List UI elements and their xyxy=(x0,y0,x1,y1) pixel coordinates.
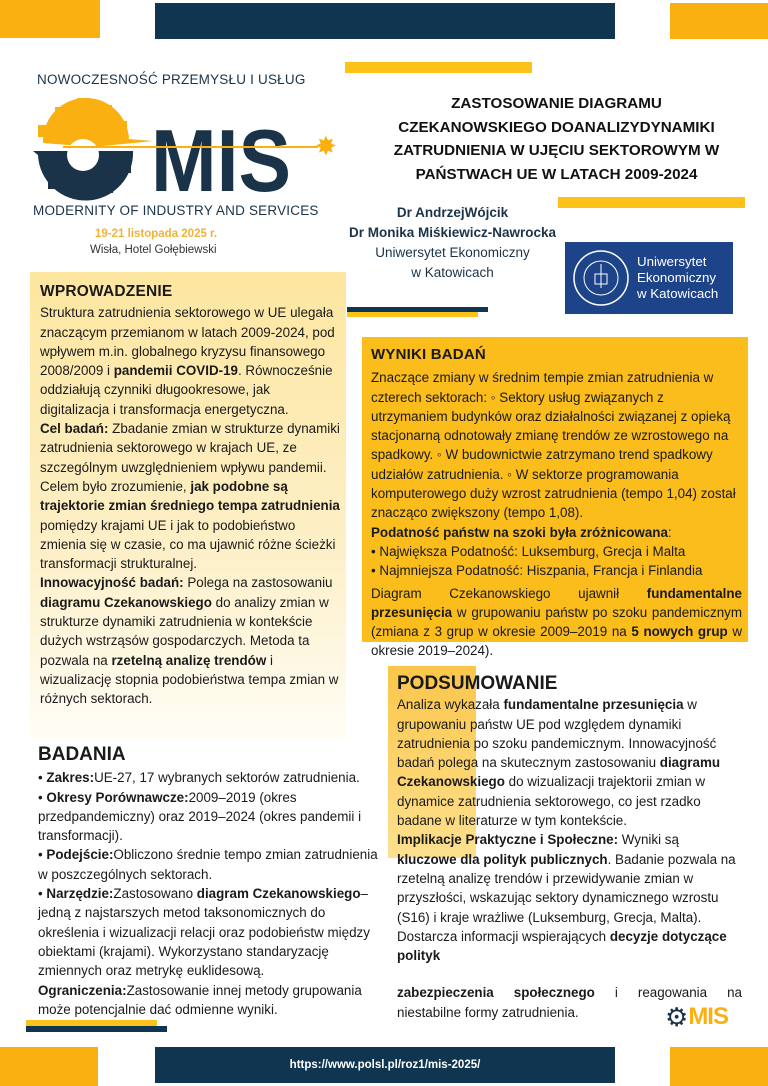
text: 5 nowych grup xyxy=(631,624,728,640)
text: w grupowaniu państw UE pod względem dynamiki zatrudnienia po szoku pandemicznym. Innowacyjność badań polega na skutecznym zastosowaniu xyxy=(397,697,717,771)
author: Dr Monika Miśkiewicz-Nawrocka xyxy=(348,225,557,240)
text: do wizualizacji trajektorii zmian w dynamice zatrudnienia sektorowego, co jest rzadko badane w literaturze w tym kontekście. xyxy=(397,774,706,829)
label: Ograniczenia: xyxy=(38,982,127,998)
label: Implikacje Praktyczne i Społeczne: xyxy=(397,832,619,848)
text: Polega na zastosowaniu xyxy=(183,575,333,591)
summary-paragraph xyxy=(397,695,742,830)
text: w grupowaniu państw po szoku pandemicznym (zmiana z 3 grup w okresie 2009–2019 na xyxy=(371,604,742,640)
text: : xyxy=(667,524,672,540)
text: i reagowania na niestabilne formy zatrudnienia. xyxy=(397,985,743,1020)
corner-block xyxy=(0,0,100,38)
text: pandemii COVID-19 xyxy=(113,363,238,379)
text: decyzje dotyczące polityk xyxy=(397,928,727,964)
university-seal-icon xyxy=(571,248,631,308)
results-paragraph: Znaczące zmiany w średnim tempie zmian zatrudnienia w czterech sektorach: ◦ Sektory usług związanych z utrzymaniem budynków oraz działalności związanej z opieką stacjonarną odnotowały zmianę trendów ze wzrostowego na spadkowy. ◦ W budownictwie zatrzymano trend spadkowy udziałów zatrudnienia. ◦ W sektorze programowania komputerowego duży wzrost zatrudnienia (tempo 1,04) został znacząco zwiększony (tempo 1,08). xyxy=(371,370,736,521)
university-logo xyxy=(565,242,733,314)
gear-icon: ⚙ xyxy=(665,1002,689,1032)
text: Podatność państw na szoki była zróżnicowana xyxy=(371,524,668,540)
results-bullet: • Największa Podatność: Luksemburg, Grecja i Malta xyxy=(371,543,686,559)
text: 2009–2019 (okres przedpandemiczny) oraz 2019–2024 (okres pandemii i transformacji). xyxy=(38,789,362,844)
conference-place: Wisła, Hotel Gołębiewski xyxy=(90,244,217,256)
text: Struktura zatrudnienia sektorowego w UE ulegała znaczącym przemianom w latach 2009-2024, pod wpływem m.in. globalnego kryzysu finansowego 2008/2009 i xyxy=(40,305,335,379)
results-bullet: • Najmniejsza Podatność: Hiszpania, Francja i Finlandia xyxy=(371,563,703,579)
mis-mark: MIS xyxy=(688,1003,728,1030)
conference-name-en: MODERNITY OF INDUSTRY AND SERVICES xyxy=(33,203,319,218)
intro-heading: WPROWADZENIE xyxy=(40,283,173,300)
poster-title xyxy=(345,92,768,186)
text: fundamentalne przesunięcia xyxy=(371,585,742,620)
implications-paragraph xyxy=(397,830,742,965)
innovation-paragraph xyxy=(40,573,340,708)
text: w okresie 2019–2024). xyxy=(371,624,742,659)
summary-section xyxy=(397,674,742,1022)
methods-heading: BADANIA xyxy=(38,744,126,765)
svg-text:MIS: MIS xyxy=(151,111,291,210)
title-line: ZASTOSOWANIE DIAGRAMU xyxy=(451,95,662,112)
text: rzetelną analizę trendów xyxy=(111,652,267,668)
text: Diagram Czekanowskiego ujawnił xyxy=(371,585,647,601)
corner-block xyxy=(670,1047,768,1086)
corner-block xyxy=(0,1047,98,1086)
text: fundamentalne przesunięcia xyxy=(503,697,684,713)
text: Analiza wykazała xyxy=(397,697,504,713)
text: jak podobne są trajektorie zmian średniego tempa zatrudnienia xyxy=(40,478,340,514)
text: diagram Czekanowskiego xyxy=(196,886,361,902)
label: Zakres: xyxy=(46,770,95,786)
text: zabezpieczenia społecznego xyxy=(397,985,595,1001)
methods-item: • Okresy Porównawcze:2009–2019 (okres przedpandemiczny) oraz 2019–2024 (okres pandemii i transformacji). xyxy=(38,789,362,844)
text: kluczowe dla polityk publicznych xyxy=(397,851,608,867)
text: diagramu Czekanowskiego xyxy=(397,755,721,790)
affiliation xyxy=(340,243,565,283)
affiliation-line: w Katowicach xyxy=(411,265,494,280)
results-heading: WYNIKI BADAŃ xyxy=(371,346,486,363)
intro-paragraph xyxy=(40,303,340,419)
gear-icon xyxy=(33,95,337,210)
intro-section xyxy=(30,272,346,740)
text: pomiędzy krajami UE i jak to podobieństwo zmienia się w czasie, co ma ujawnić różne ścieżki transformacji strukturalnej. xyxy=(40,517,336,572)
title-line: PAŃSTWACH UE W LATACH 2009-2024 xyxy=(415,165,698,183)
summary-heading: PODSUMOWANIE xyxy=(397,673,558,694)
goal-paragraph xyxy=(40,419,340,573)
text: – jedną z najstarszych metod taksonomicznych do określenia i wizualizacji relacji oraz podobieństw między obiektami (krajami). Wykorzystano standaryzację zmiennych oraz metrykę euklidesową. xyxy=(38,886,370,979)
label: Okresy Porównawcze: xyxy=(46,789,189,805)
text: . Równocześnie oddziałują czynniki długookresowe, jak digitalizacja i transformacja energetyczna. xyxy=(40,363,333,417)
results-section xyxy=(362,337,748,659)
mis-logo xyxy=(33,95,337,210)
author: Dr AndrzejWójcik xyxy=(396,205,509,220)
footer-mis-logo xyxy=(665,1003,728,1031)
label: Narzędzie: xyxy=(46,886,114,902)
conference-url-link[interactable]: https://www.polsl.pl/roz1/mis-2025/ xyxy=(289,1059,481,1071)
title-line: CZEKANOWSKIEGO DOANALIZYDYNAMIKI xyxy=(398,118,715,136)
header-bar xyxy=(155,3,615,39)
text: i wizualizację stopnia podobieństwa tempa zmian w różnych sektorach. xyxy=(40,652,339,707)
text: Zastosowano xyxy=(113,886,197,902)
affiliation-line: Uniwersytet Ekonomiczny xyxy=(375,245,530,260)
text: do analizy zmian w strukturze dynamiki zatrudnienia w kontekście dużych wstrząsów gospodarczych. Metoda ta pozwala na xyxy=(40,594,329,668)
accent-bar xyxy=(345,62,532,73)
accent-bar xyxy=(347,312,478,317)
label: Cel badań: xyxy=(40,421,109,437)
corner-block xyxy=(670,3,768,39)
label: Podejście: xyxy=(46,847,114,863)
label: Innowacyjność badań: xyxy=(40,575,184,591)
conference-name: NOWOCZESNOŚĆ PRZEMYSŁU I USŁUG xyxy=(37,72,306,87)
accent-bar xyxy=(26,1026,167,1032)
uni-logo-line: Ekonomiczny xyxy=(637,270,717,285)
limits xyxy=(38,981,378,1020)
text: . Badanie pozwala na rzetelną analizę trendów i przewidywanie zmian w przyszłości, wskazując sektory dynamicznego wzrostu (S16) i kraje wrażliwe (Luksemburg, Grecja, Malta). Dostarcza informacji wspierających xyxy=(397,851,736,944)
text: Wyniki są xyxy=(618,832,679,848)
methods-item: • Podejście:Obliczono średnie tempo zmian zatrudnienia w poszczególnych sektorach. xyxy=(38,847,378,882)
methods-item: • Narzędzie:Zastosowano diagram Czekanowskiego– jedną z najstarszych metod taksonomicznych do określenia i wizualizacji relacji oraz podobieństw między obiektami (krajami). Wykorzystano standaryzację zmiennych oraz metrykę euklidesową. xyxy=(38,886,370,979)
text: Zbadanie zmian w strukturze dynamiki zatrudnienia sektorowego w krajach UE, ze szczególnym uwzględnieniem wpływu pandemii. Celem było zrozumienie, xyxy=(40,421,340,494)
footer-bar xyxy=(155,1047,615,1083)
uni-logo-line: w Katowicach xyxy=(637,286,719,301)
title-line: ZATRUDNIENIA W UJĘCIU SEKTOROWYM W xyxy=(393,142,720,159)
authors xyxy=(330,203,575,243)
uni-logo-line: Uniwersytet xyxy=(637,254,707,269)
text: Zastosowanie innej metody grupowania może potencjalnie dać odmienne wyniki. xyxy=(38,982,362,1017)
text: UE-27, 17 wybranych sektorów zatrudnienia. xyxy=(94,770,360,786)
methods-item: • Zakres:UE-27, 17 wybranych sektorów zatrudnienia. xyxy=(38,770,360,786)
text: diagramu Czekanowskiego xyxy=(40,594,212,610)
results-conclusion xyxy=(371,584,742,661)
results-vulnerability xyxy=(371,523,742,542)
conference-date: 19-21 listopada 2025 r. xyxy=(95,228,218,240)
accent-bar xyxy=(558,197,745,208)
methods-section xyxy=(38,745,378,1019)
text: Obliczono średnie tempo zmian zatrudnienia w poszczególnych sektorach. xyxy=(38,847,378,882)
svg-text:✸: ✸ xyxy=(315,131,337,161)
